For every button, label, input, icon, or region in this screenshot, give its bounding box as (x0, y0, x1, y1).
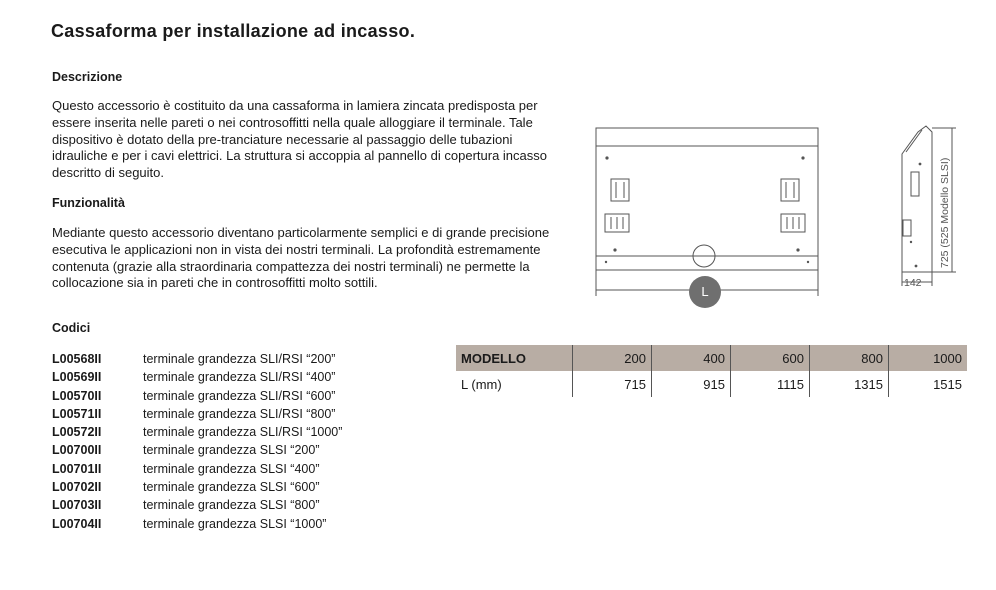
model-cell: 1000 (889, 345, 968, 371)
list-item (52, 478, 342, 496)
page-title: Cassaforma per installazione ad incasso. (51, 21, 416, 41)
list-item (52, 496, 342, 514)
length-cell: 915 (652, 371, 731, 397)
table-row (456, 371, 967, 397)
product-description: terminale grandezza SLSI “400” (143, 461, 320, 476)
length-cell: 1515 (889, 371, 968, 397)
front-view-drawing (590, 122, 825, 297)
length-cell: 715 (573, 371, 652, 397)
product-description: terminale grandezza SLI/RSI “200” (143, 352, 336, 366)
model-cell: 200 (573, 345, 652, 371)
descrizione-text: Questo accessorio è costituito da una cassaforma in lamiera zincata predisposta per essere inserita nelle pareti o nei controsoffitti nella quale alloggiare il terminale. Tale dispositivo è dotato della pre-tranciature necessarie al passaggio delle tubazioni idrauliche e per i cavi elettrici. La struttura si accoppia al pannello di copertura incasso descritto di seguito. (52, 98, 547, 181)
table-header-row (456, 345, 967, 371)
model-cell: 800 (810, 345, 889, 371)
list-item (52, 515, 342, 533)
list-item (52, 441, 342, 459)
list-item (52, 460, 342, 478)
model-cell: 400 (652, 345, 731, 371)
model-cell: 600 (731, 345, 810, 371)
list-item (52, 368, 342, 386)
descrizione-heading: Descrizione (52, 70, 123, 84)
list-item (52, 423, 342, 441)
product-description: terminale grandezza SLI/RSI “600” (143, 388, 336, 403)
header-label: MODELLO (456, 345, 573, 371)
product-code: L00570II (52, 388, 102, 403)
product-description: terminale grandezza SLI/RSI “400” (143, 370, 336, 385)
product-code: L00701II (52, 461, 102, 476)
depth-dimension-label: 142 (904, 277, 922, 289)
size-table (456, 345, 967, 397)
product-description: terminale grandezza SLSI “800” (143, 498, 320, 513)
product-code: L00569II (52, 370, 102, 385)
product-description: terminale grandezza SLI/RSI “800” (143, 406, 336, 421)
product-code: L00703II (52, 498, 102, 513)
product-code: L00702II (52, 480, 102, 495)
codici-heading: Codici (52, 321, 91, 335)
width-dimension-badge: L (689, 276, 721, 308)
row-label: L (mm) (461, 376, 502, 392)
list-item (52, 387, 342, 405)
product-code: L00704II (52, 516, 102, 531)
length-cell: 1315 (810, 371, 889, 397)
product-description: terminale grandezza SLSI “600” (143, 480, 320, 495)
length-cell: 1115 (731, 371, 810, 397)
product-description: terminale grandezza SLI/RSI “1000” (143, 425, 343, 440)
product-description: terminale grandezza SLSI “200” (143, 443, 320, 458)
product-code: L00568II (52, 352, 102, 366)
product-code: L00572II (52, 425, 102, 440)
funzionalita-text: Mediante questo accessorio diventano particolarmente semplici e di grande precisione esecutiva le applicazioni non in vista dei nostri terminali. La profondità estremamente contenuta (grazie alla straordinaria compattezza dei nostri terminali) ne permette la collocazione sia in pareti che in controsoffitti molto sottili. (52, 225, 550, 291)
product-code: L00700II (52, 443, 102, 458)
height-dimension-label: 725 (525 Modello SLSI) (939, 157, 951, 268)
list-item (52, 405, 342, 423)
codes-list (52, 350, 342, 533)
funzionalita-heading: Funzionalità (52, 196, 125, 210)
product-code: L00571II (52, 406, 102, 421)
list-item (52, 350, 342, 368)
product-description: terminale grandezza SLSI “1000” (143, 516, 327, 531)
